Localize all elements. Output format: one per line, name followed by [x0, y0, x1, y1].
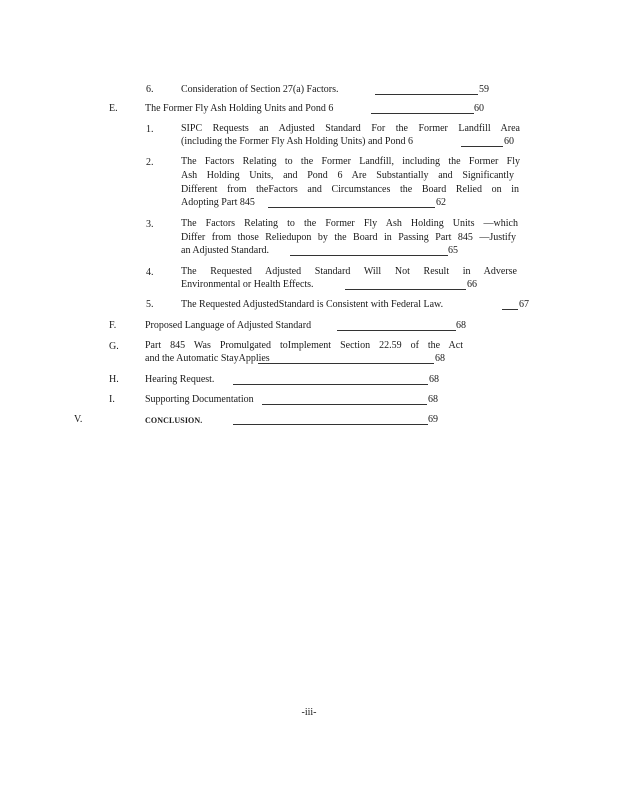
- toc-page-number: 66: [467, 279, 477, 290]
- toc-entry-line: (including the Former Fly Ash Holding Units) and Pond 6: [181, 136, 413, 147]
- toc-page-number: 60: [474, 103, 484, 114]
- toc-leader-line: [337, 330, 456, 331]
- toc-leader-line: [502, 309, 518, 310]
- toc-page-number: 68: [435, 353, 445, 364]
- toc-number: 5.: [146, 299, 154, 310]
- toc-number: 1.: [146, 124, 154, 135]
- toc-entry-line: Environmental or Health Effects.: [181, 279, 314, 290]
- toc-entry-line: an Adjusted Standard.: [181, 245, 270, 256]
- toc-leader-line: [258, 363, 434, 364]
- toc-entry-title: Consideration of Section 27(a) Factors.: [181, 84, 339, 95]
- toc-page-number: 67: [519, 299, 529, 310]
- page-footer-number: -iii-: [301, 707, 317, 718]
- toc-entry-line: The Factors Relating to the Former Landfill, including the Former Fly: [181, 156, 520, 167]
- toc-leader-line: [375, 94, 478, 95]
- toc-leader-line: [262, 404, 427, 405]
- toc-page-number: 68: [428, 394, 438, 405]
- toc-leader-line: [233, 384, 428, 385]
- toc-number: 6.: [146, 84, 154, 95]
- toc-letter: H.: [109, 374, 119, 385]
- toc-leader-line: [290, 255, 448, 256]
- toc-entry-title: The Former Fly Ash Holding Units and Pond 6: [145, 103, 334, 114]
- toc-page-number: 65: [448, 245, 458, 256]
- toc-page-number: 68: [456, 320, 466, 331]
- toc-entry-line: Ash Holding Units, and Pond 6 Are Substantially and Significantly: [181, 170, 514, 181]
- toc-number: 3.: [146, 219, 154, 230]
- toc-leader-line: [233, 424, 428, 425]
- toc-entry-line: Differ from those Reliedupon by the Board in Passing Part 845 —Justify: [181, 232, 516, 243]
- toc-leader-line: [371, 113, 474, 114]
- toc-leader-line: [345, 289, 466, 290]
- toc-page-number: 62: [436, 197, 446, 208]
- toc-roman: V.: [74, 414, 83, 425]
- toc-entry-title: Proposed Language of Adjusted Standard: [145, 320, 312, 331]
- toc-entry-title: Hearing Request.: [145, 374, 215, 385]
- toc-number: 4.: [146, 267, 154, 278]
- toc-entry-line: The Factors Relating to the Former Fly Ash Holding Units —which: [181, 218, 518, 229]
- toc-page-number: 69: [428, 414, 438, 425]
- toc-letter: E.: [109, 103, 118, 114]
- toc-letter: F.: [109, 320, 117, 331]
- toc-entry-line: and the Automatic StayApplies: [145, 353, 270, 364]
- toc-entry-line: Different from theFactors and Circumstances the Board Relied on in: [181, 184, 519, 195]
- toc-number: 2.: [146, 157, 154, 168]
- toc-page-number: 68: [429, 374, 439, 385]
- toc-letter: I.: [109, 394, 115, 405]
- toc-entry-title: The Requested AdjustedStandard is Consistent with Federal Law.: [181, 299, 444, 310]
- toc-page-number: 60: [504, 136, 514, 147]
- toc-entry-line: Part 845 Was Promulgated toImplement Section 22.59 of the Act: [145, 340, 463, 351]
- toc-entry-line: Adopting Part 845: [181, 197, 255, 208]
- toc-leader-line: [461, 146, 503, 147]
- toc-leader-line: [268, 207, 435, 208]
- toc-letter: G.: [109, 341, 119, 352]
- toc-page-number: 59: [479, 84, 489, 95]
- toc-entry-title: CONCLUSION.: [145, 416, 203, 425]
- toc-entry-line: The Requested Adjusted Standard Will Not Result in Adverse: [181, 266, 517, 277]
- toc-entry-line: SIPC Requests an Adjusted Standard For the Former Landfill Area: [181, 123, 520, 134]
- toc-entry-title: Supporting Documentation: [145, 394, 254, 405]
